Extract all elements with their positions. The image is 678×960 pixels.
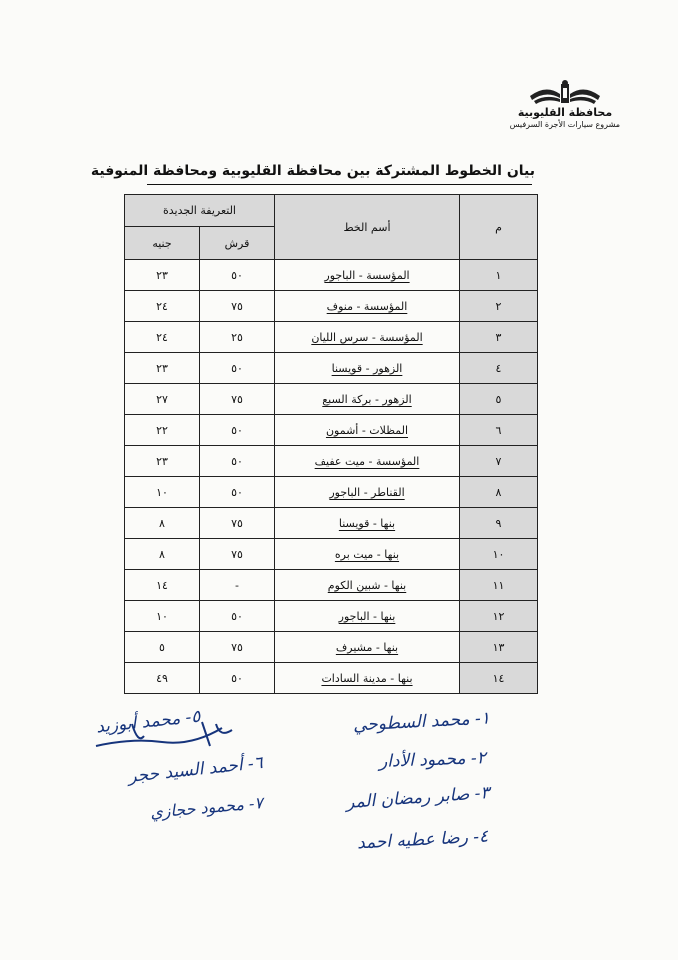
- row-line-name: [275, 415, 460, 446]
- table-row: [125, 446, 538, 477]
- row-number: ١٤: [460, 663, 538, 694]
- row-piaster: ٧٥: [200, 539, 275, 570]
- row-pound: ١٠: [125, 477, 200, 508]
- row-line-name: [275, 663, 460, 694]
- row-piaster: ٧٥: [200, 291, 275, 322]
- signature-4: ٤- رضا عطيه احمد: [356, 826, 489, 854]
- row-number: ٢: [460, 291, 538, 322]
- row-piaster: ٥٠: [200, 601, 275, 632]
- row-piaster: ٥٠: [200, 260, 275, 291]
- column-header-pound: جنيه: [125, 227, 200, 260]
- signature-5: ٥- محمد أبوزيد: [95, 706, 202, 738]
- row-pound: ٢٣: [125, 260, 200, 291]
- row-piaster: ٥٠: [200, 663, 275, 694]
- row-line-name: [275, 508, 460, 539]
- row-piaster: ٥٠: [200, 353, 275, 384]
- row-line-name: [275, 322, 460, 353]
- row-number: ٤: [460, 353, 538, 384]
- row-pound: ٢٤: [125, 322, 200, 353]
- logo-governorate-name: محافظة القليوبية: [517, 106, 613, 119]
- line-name-text: القناطر - الباجور: [329, 485, 405, 499]
- row-piaster: ٧٥: [200, 384, 275, 415]
- row-line-name: [275, 446, 460, 477]
- row-piaster: -: [200, 570, 275, 601]
- row-pound: ٥: [125, 632, 200, 663]
- line-name-text: بنها - قويسنا: [338, 516, 396, 530]
- table-row: [125, 291, 538, 322]
- row-pound: ١٤: [125, 570, 200, 601]
- row-line-name: [275, 260, 460, 291]
- line-name-text: المؤسسة - سرس الليان: [311, 330, 423, 344]
- tariff-table: [124, 194, 538, 694]
- line-name-text: بنها - مشيرف: [335, 640, 399, 654]
- line-name-text: بنها - شبين الكوم: [327, 578, 407, 592]
- line-name-text: الزهور - قويسنا: [331, 361, 403, 375]
- table-row: [125, 632, 538, 663]
- row-line-name: [275, 632, 460, 663]
- row-number: ١٢: [460, 601, 538, 632]
- logo-project-name: مشروع سيارات الأجرة السرفيس: [509, 120, 620, 129]
- table-row: [125, 663, 538, 694]
- row-line-name: [275, 477, 460, 508]
- row-number: ٦: [460, 415, 538, 446]
- row-pound: ٨: [125, 508, 200, 539]
- column-header-number: م: [460, 195, 538, 260]
- table-row: [125, 570, 538, 601]
- row-piaster: ٥٠: [200, 415, 275, 446]
- table-row: [125, 415, 538, 446]
- page-title: بيان الخطوط المشتركة بين محافظة القليوبية ومحافظة المنوفية: [90, 163, 535, 179]
- row-pound: ١٠: [125, 601, 200, 632]
- table-row: [125, 508, 538, 539]
- title-underline: [147, 184, 532, 185]
- row-piaster: ٥٠: [200, 477, 275, 508]
- row-line-name: [275, 384, 460, 415]
- column-header-line-name: أسم الخط: [275, 195, 460, 260]
- row-pound: ٢٧: [125, 384, 200, 415]
- signature-scribble-icon: [92, 716, 242, 756]
- signature-7: ٧- محمود حجازي: [149, 793, 264, 822]
- signature-2: ٢- محمود الأدار: [378, 748, 487, 772]
- row-line-name: [275, 291, 460, 322]
- row-piaster: ٥٠: [200, 446, 275, 477]
- line-name-text: المؤسسة - منوف: [326, 299, 408, 313]
- row-piaster: ٧٥: [200, 508, 275, 539]
- column-header-new-tariff: التعريفة الجديدة: [125, 195, 275, 227]
- row-pound: ٢٣: [125, 353, 200, 384]
- line-name-text: بنها - مدينة السادات: [321, 671, 413, 685]
- table-row: [125, 601, 538, 632]
- row-number: ٧: [460, 446, 538, 477]
- line-name-text: بنها - ميت بره: [334, 547, 400, 561]
- signature-6: ٦- أحمد السيد حجر: [127, 752, 264, 788]
- table-row: [125, 384, 538, 415]
- row-number: ١٠: [460, 539, 538, 570]
- row-number: ١١: [460, 570, 538, 601]
- row-piaster: ٢٥: [200, 322, 275, 353]
- row-number: ٨: [460, 477, 538, 508]
- table-row: [125, 322, 538, 353]
- table-row: [125, 260, 538, 291]
- line-name-text: الزهور - بركة السبع: [322, 392, 412, 406]
- row-number: ٩: [460, 508, 538, 539]
- line-name-text: بنها - الباجور: [338, 609, 396, 623]
- line-name-text: المؤسسة - الباجور: [324, 268, 410, 282]
- row-number: ١: [460, 260, 538, 291]
- winged-emblem-icon: [528, 78, 602, 108]
- column-header-piaster: قرش: [200, 227, 275, 260]
- row-pound: ٢٢: [125, 415, 200, 446]
- row-number: ١٣: [460, 632, 538, 663]
- row-piaster: ٧٥: [200, 632, 275, 663]
- row-number: ٣: [460, 322, 538, 353]
- row-line-name: [275, 601, 460, 632]
- table-row: [125, 539, 538, 570]
- row-line-name: [275, 570, 460, 601]
- row-line-name: [275, 539, 460, 570]
- signature-1: ١- محمد السطوحي: [352, 708, 491, 736]
- line-name-text: المؤسسة - ميت عفيف: [314, 454, 420, 468]
- line-name-text: المظلات - أشمون: [325, 423, 409, 437]
- governorate-logo: [510, 78, 620, 128]
- table-row: [125, 353, 538, 384]
- row-pound: ٢٤: [125, 291, 200, 322]
- row-number: ٥: [460, 384, 538, 415]
- row-line-name: [275, 353, 460, 384]
- row-pound: ٤٩: [125, 663, 200, 694]
- row-pound: ٢٣: [125, 446, 200, 477]
- row-pound: ٨: [125, 539, 200, 570]
- table-row: [125, 477, 538, 508]
- signature-3: ٣- صابر رمضان المر: [345, 783, 491, 813]
